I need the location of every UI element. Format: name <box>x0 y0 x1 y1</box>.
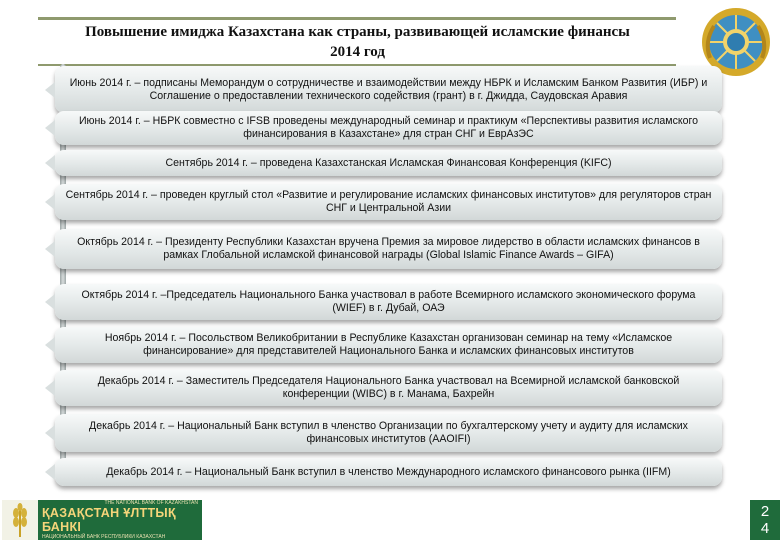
event-item: Декабрь 2014 г. – Национальный Банк вступил в членство Международного исламского финансового рынка (IIFM) <box>55 458 722 486</box>
event-item: Сентябрь 2014 г. – проведен круглый стол «Развитие и регулирование исламских финансовых институтов» для регуляторов стран СНГ и Центральной Азии <box>55 184 722 220</box>
event-item: Сентябрь 2014 г. – проведена Казахстанская Исламская Финансовая Конференция (KIFC) <box>55 150 722 176</box>
page-title: Повышение имиджа Казахстана как страны, развивающей исламские финансы 2014 год <box>85 24 630 60</box>
bank-name-russian: НАЦИОНАЛЬНЫЙ БАНК РЕСПУБЛИКИ КАЗАХСТАН <box>42 534 166 540</box>
event-item: Ноябрь 2014 г. – Посольством Великобритании в Республике Казахстан организован семинар на тему «Исламское финансирование» для представителей Национального Банка и исламских финансовых институтов <box>55 327 722 363</box>
page-number <box>750 500 780 540</box>
bank-name-kazakh: ҚАЗАҚСТАН ҰЛТТЫҚ БАНКІ <box>42 506 176 534</box>
wheat-icon <box>2 500 38 540</box>
bank-name-english: THE NATIONAL BANK OF KAZAKHSTAN <box>104 500 198 506</box>
page-number-line2: 4 <box>760 520 770 537</box>
page-number-line1: 2 <box>760 503 770 520</box>
bank-logo <box>2 500 202 540</box>
event-item: Октябрь 2014 г. –Председатель Национального Банка участвовал в работе Всемирного исламского экономического форума (WIEF) в г. Дубай, ОАЭ <box>55 284 722 320</box>
event-item: Декабрь 2014 г. – Заместитель Председателя Национального Банка участвовал на Всемирной исламской банковской конференции (WIBC) в г. Манама, Бахрейн <box>55 370 722 406</box>
event-item: Июнь 2014 г. – НБРК совместно с IFSB проведены международный семинар и практикум «Перспективы развития исламского финансирования в Казахстане» для стран СНГ и ЕврАзЭС <box>55 111 722 145</box>
event-item: Июнь 2014 г. – подписаны Меморандум о сотрудничестве и взаимодействии между НБРК и Исламским Банком Развития (ИБР) и Соглашение о предоставлении технического содействия (грант) в г. Джидда, Саудовская Аравия <box>55 66 722 113</box>
event-item: Октябрь 2014 г. – Президенту Республики Казахстан вручена Премия за мировое лидерство в области исламских финансов в рамках Глобальной исламской финансовой награды (Global Islamic Finance Awards – GIFA) <box>55 229 722 269</box>
event-item: Декабрь 2014 г. – Национальный Банк вступил в членство Организации по бухгалтерскому учету и аудиту для исламских финансовых институтов (AAOIFI) <box>55 414 722 452</box>
title-rule-top <box>38 17 676 20</box>
